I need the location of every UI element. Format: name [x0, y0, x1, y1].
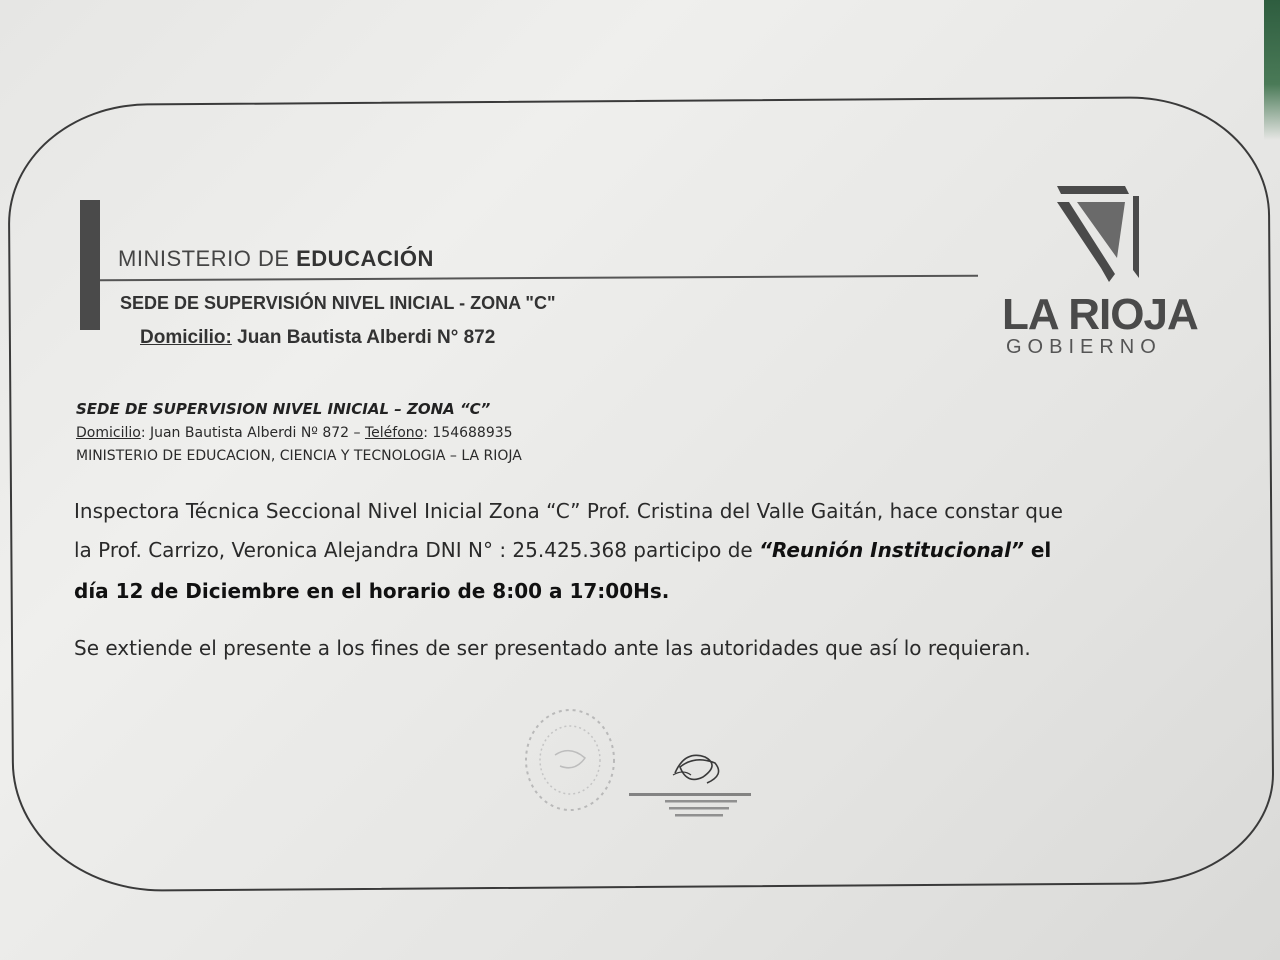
sede-contact-line — [76, 425, 513, 441]
la-rioja-emblem-icon — [1055, 178, 1145, 288]
header-accent-bar — [80, 200, 100, 330]
background-edge — [1264, 0, 1280, 140]
body-line-4: Se extiende el presente a los fines de ser presentado ante las autoridades que así lo requieran. — [74, 636, 1031, 660]
logo-subtitle: GOBIERNO — [1006, 336, 1162, 358]
ministry-heading-bold: EDUCACIÓN — [296, 246, 434, 271]
sede-address-value: : Juan Bautista Alberdi Nº 872 – — [140, 425, 365, 441]
event-name: “Reunión Institucional” — [759, 538, 1024, 562]
body-line-3: día 12 de Diciembre en el horario de 8:00 a 17:00Hs. — [74, 579, 670, 603]
header-address-value: Juan Bautista Alberdi N° 872 — [231, 327, 496, 348]
sede-address-label: Domicilio — [76, 425, 141, 441]
header-sede: SEDE DE SUPERVISIÓN NIVEL INICIAL - ZONA "C" — [120, 293, 556, 313]
official-stamp-icon — [515, 700, 625, 820]
la-rioja-logo — [1000, 178, 1210, 368]
header-address-label: Domicilio: — [140, 327, 232, 348]
body-line-2-suffix: el — [1023, 538, 1052, 562]
ministry-heading — [118, 246, 434, 272]
sede-ministry-line: MINISTERIO DE EDUCACION, CIENCIA Y TECNOLOGIA – LA RIOJA — [76, 448, 522, 464]
logo-title: LA RIOJA — [1002, 290, 1198, 339]
sede-title: SEDE DE SUPERVISION NIVEL INICIAL – ZONA “C” — [76, 400, 491, 418]
body-line-2-prefix: la Prof. Carrizo, Veronica Alejandra DNI N° : 25.425.368 participo de — [74, 538, 760, 562]
signature-stamp — [625, 745, 765, 835]
sede-phone-label: Teléfono — [364, 425, 424, 441]
body-line-2 — [74, 538, 1051, 562]
header-address — [140, 327, 495, 349]
body-line-1: Inspectora Técnica Seccional Nivel Inicial Zona “C” Prof. Cristina del Valle Gaitán, hace constar que — [74, 499, 1063, 523]
sede-phone-value: : 154688935 — [423, 425, 513, 441]
ministry-heading-prefix: MINISTERIO DE — [118, 246, 297, 271]
